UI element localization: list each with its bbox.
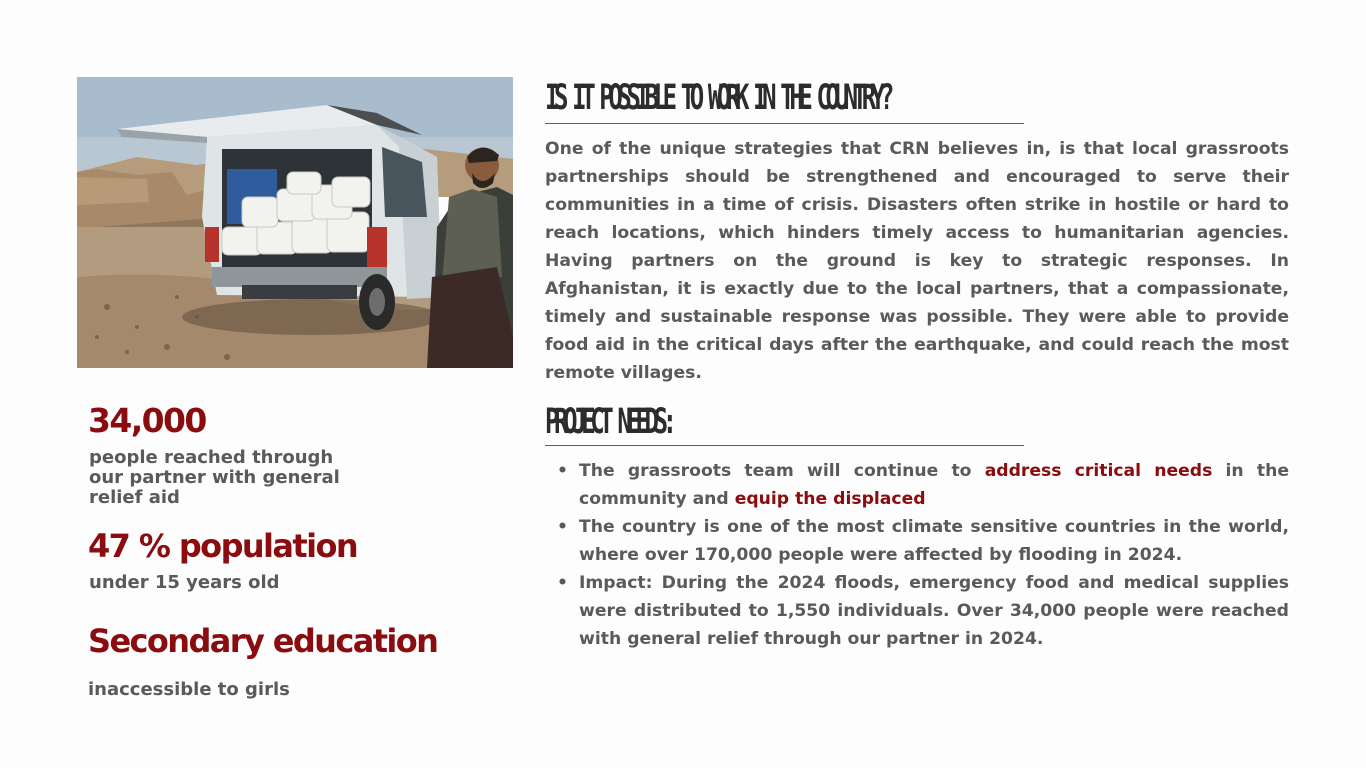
need-text: in the community and <box>579 461 1289 509</box>
stat-population-caption: under 15 years old <box>89 572 280 593</box>
section-body-strategy: One of the unique strategies that CRN believes in, is that local grassroots partnerships should be strengthened and encouraged to serve their communities in a time of crisis. Disasters often strike in hostile or hard to reach locations, which hinders timely access to humanitarian agencies. Having partners on the ground is key to strategic responses. In Afghanistan, it is exactly due to the local partners, that a compassionate, timely and sustainable response was possible. They were able to provide food aid in the critical days after the earthquake, and could reach the most remote villages. <box>545 139 1289 383</box>
need-text: The grassroots team will continue to <box>579 461 985 481</box>
stat-population-value: 47 % population <box>88 527 358 565</box>
stat-people-reached-caption: people reached through our partner with general relief aid <box>89 447 340 508</box>
bullet-icon: • <box>557 517 568 537</box>
need-text: Impact: During the 2024 floods, emergency food and medical supplies were distributed to 1,550 individuals. Over 34,000 people were reached with general relief through our partner in 2024. <box>579 573 1289 649</box>
relief-van-photo <box>77 77 513 368</box>
stat-education-value: Secondary education <box>88 622 438 660</box>
list-item <box>555 569 1289 653</box>
need-text: The country is one of the most climate sensitive countries in the world, where over 170,000 people were affected by flooding in 2024. <box>579 517 1289 565</box>
bullet-icon: • <box>557 461 568 481</box>
bullet-icon: • <box>557 573 568 593</box>
stat-education-caption: inaccessible to girls <box>88 679 290 700</box>
project-needs-list <box>555 457 1289 653</box>
need-highlight-critical-needs: address critical needs <box>984 461 1213 481</box>
list-item <box>555 457 1289 513</box>
need-highlight-equip-displaced: equip the displaced <box>734 489 926 509</box>
list-item <box>555 513 1289 569</box>
section-heading-project-needs: PROJECT NEEDS: <box>545 401 672 442</box>
section-heading-work-possible: IS IT POSSIBLE TO WORK IN THE COUNTRY? <box>545 77 889 118</box>
heading-divider <box>545 445 1024 446</box>
heading-divider <box>545 123 1024 124</box>
stat-people-reached-value: 34,000 <box>88 401 206 440</box>
